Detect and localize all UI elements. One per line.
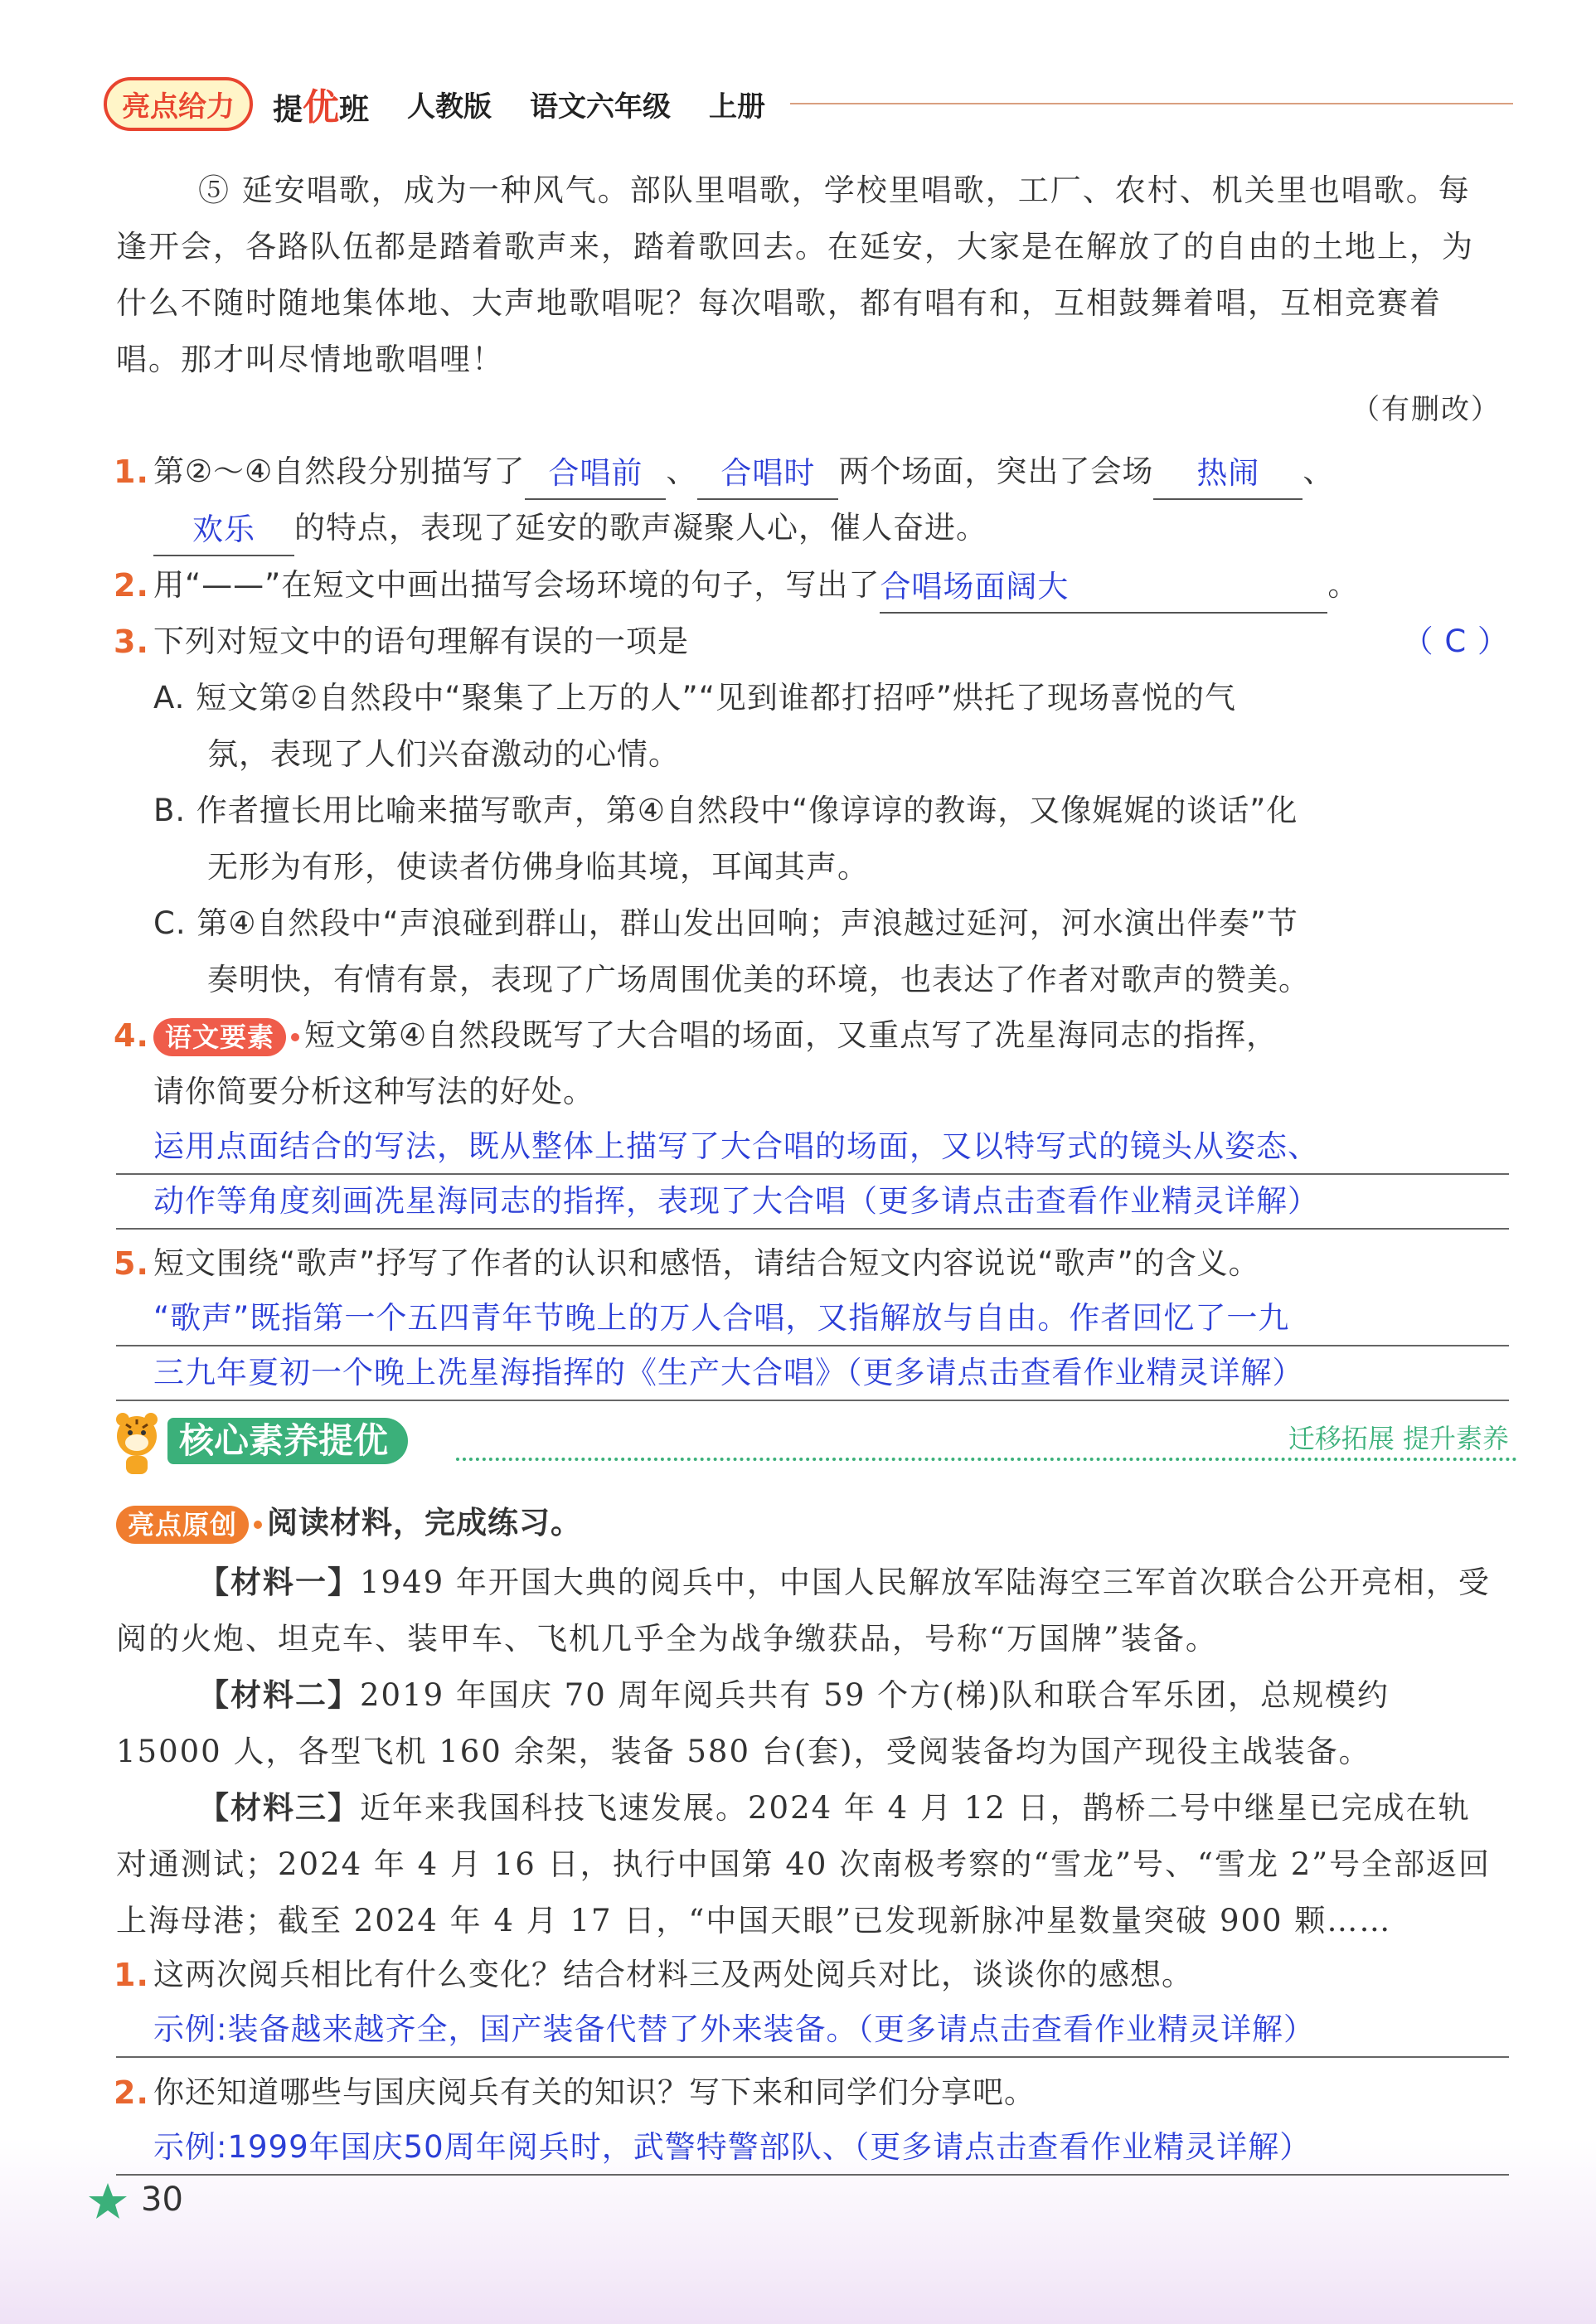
material-2: 【材料二】2019 年国庆 70 周年阅兵共有 59 个方(梯)队和联合军乐团，总规模约 15000 人，各型飞机 160 余架，装备 580 台(套)，受阅装备均为国产现役主战装备。 (116, 1677, 1390, 1769)
section-divider (456, 1458, 1517, 1461)
practice-2: 2. 你还知道哪些与国庆阅兵有关的知识？写下来和同学们分享吧。 示例:1999年国庆50周年阅兵时，武警特警部队、（更多请点击查看作业精灵详解） (116, 2064, 1509, 2176)
answer-line: 动作等角度刻画冼星海同志的指挥，表现了大合唱（更多请点击查看作业精灵详解） (116, 1175, 1509, 1230)
passage-source: （有删改） (1351, 393, 1501, 426)
subject-label: 语文六年级 (530, 90, 672, 124)
section-header (108, 1409, 1517, 1476)
option-b: B. 作者擅长用比喻来描写歌声，第④自然段中“像谆谆的教诲，又像娓娓的谈话”化 (153, 793, 1298, 828)
question-5: 5. 短文围绕“歌声”抒写了作者的认识和感悟，请结合短文内容说说“歌声”的含义。 “歌声”既指第一个五四青年节晚上的万人合唱，又指解放与自由。作者回忆了一九 三九年夏初一个晚上冼星海指挥的《生产大合唱》（更多请点击查看作业精灵详解） (116, 1235, 1509, 1401)
answer-blank: 合唱前 (525, 449, 666, 500)
answer-blank: 合唱时 (697, 449, 838, 500)
original-tag: 亮点原创 (116, 1506, 249, 1544)
answer-line: “歌声”既指第一个五四青年节晚上的万人合唱，又指解放与自由。作者回忆了一九 (116, 1292, 1509, 1346)
option-a: A. 短文第②自然段中“聚集了上万的人”“见到谁都打招呼”烘托了现场喜悦的气 (153, 680, 1237, 716)
question-number: 2. (114, 2074, 149, 2111)
material-1: 【材料一】1949 年开国大典的阅兵中，中国人民解放军陆海空三军首次联合公开亮相，受阅的火炮、坦克车、装甲车、飞机几乎全为战争缴获品，号称“万国牌”装备。 (116, 1565, 1491, 1657)
tiger-mascot-icon (108, 1409, 166, 1476)
answer-line: 示例:1999年国庆50周年阅兵时，武警特警部队、（更多请点击查看作业精灵详解） (116, 2121, 1509, 2176)
star-icon (87, 2181, 129, 2222)
answer-line: 三九年夏初一个晚上冼星海指挥的《生产大合唱》（更多请点击查看作业精灵详解） (116, 1346, 1509, 1401)
question-number: 3. (114, 623, 149, 660)
section-title: 核心素养提优 (167, 1418, 408, 1464)
page-header (104, 75, 1513, 133)
answer-blank: 热闹 (1153, 449, 1303, 500)
choice-answer: （ C ） (1402, 623, 1509, 659)
question-2: 2. 用“——”在短文中画出描写会场环境的句子，写出了合唱场面阔大 。 (116, 557, 1509, 614)
volume-label: 上册 (709, 90, 766, 124)
literacy-tag: 语文要素 (153, 1018, 286, 1056)
question-number: 4. (114, 1017, 149, 1054)
material-3: 【材料三】近年来我国科技飞速发展。2024 年 4 月 12 日，鹊桥二号中继星已完成在轨对通测试；2024 年 4 月 16 日，执行中国第 40 次南极考察的“雪龙”号、“雪龙 2”号全部返回上海母港；截至 2024 年 4 月 17 日，“中国天眼”已发现新脉冲星数量突破 900 颗…… (116, 1790, 1492, 1938)
question-3: 3. 下列对短文中的语句理解有误的一项是 （ C ） A. 短文第②自然段中“聚集了上万的人”“见到谁都打招呼”烘托了现场喜悦的气 氛，表现了人们兴奋激动的心情。 B. 作者擅长用比喻来描写歌声，第④自然段中“像谆谆的教诲，又像娓娓的谈话”化 无形为有形，使读者仿佛身临其境，耳闻其声。 C. 第④自然段中“声浪碰到群山，群山发出回响；声浪越过延河，河水演出伴奏”节 奏明快，有情有景，表现了广场周围优美的环境，也表达了作者对歌声的赞美。 (116, 614, 1509, 1008)
question-number: 5. (114, 1245, 149, 1282)
header-divider (790, 103, 1513, 104)
section-subtitle: 迁移拓展 提升素养 (1288, 1423, 1509, 1454)
option-c: C. 第④自然段中“声浪碰到群山，群山发出回响；声浪越过延河，河水演出伴奏”节 (153, 905, 1298, 941)
answer-line: 示例:装备越来越齐全，国产装备代替了外来装备。（更多请点击查看作业精灵详解） (116, 2003, 1509, 2058)
question-number: 1. (114, 454, 149, 490)
answer-blank: 合唱场面阔大 (880, 562, 1327, 614)
passage-paragraph-5: ⑤ 延安唱歌，成为一种风气。部队里唱歌，学校里唱歌，工厂、农村、机关里也唱歌。每逢开会，各路队伍都是踏着歌声来，踏着歌回去。在延安，大家是在解放了的自由的土地上，为什么不随时随地集体地、大声地歌唱呢？每次唱歌，都有唱有和，互相鼓舞着唱，互相竞赛着唱。那才叫尽情地歌唱哩！ (116, 172, 1474, 377)
answer-line: 运用点面结合的写法，既从整体上描写了大合唱的场面，又以特写式的镜头从姿态、 (116, 1120, 1509, 1175)
series-name: 提优班 (273, 86, 370, 129)
question-number: 1. (114, 1957, 149, 1993)
page-number: 30 (141, 2181, 183, 2219)
edition-label: 人教版 (407, 90, 492, 124)
answer-blank: 欢乐 (153, 505, 294, 556)
brand-logo: 亮点给力 (104, 77, 253, 131)
question-4: 4. 语文要素 短文第④自然段既写了大合唱的场面，又重点写了冼星海同志的指挥， 请你简要分析这种写法的好处。 运用点面结合的写法，既从整体上描写了大合唱的场面，又以特写式的镜头从姿态、 动作等角度刻画冼星海同志的指挥，表现了大合唱（更多请点击查看作业精灵详解） (116, 1007, 1509, 1230)
question-number: 2. (114, 567, 149, 604)
practice-1: 1. 这两次阅兵相比有什么变化？结合材料三及两处阅兵对比，谈谈你的感想。 示例:装备越来越齐全，国产装备代替了外来装备。（更多请点击查看作业精灵详解） (116, 1947, 1509, 2058)
reading-instruction: 亮点原创 阅读材料，完成练习。 (116, 1495, 1509, 1551)
question-1: 1. 第②～④自然段分别描写了 合唱前 、 合唱时 两个场面，突出了会场 热闹 、 欢乐 的特点，表现了延安的歌声凝聚人心，催人奋进。 (116, 444, 1509, 556)
